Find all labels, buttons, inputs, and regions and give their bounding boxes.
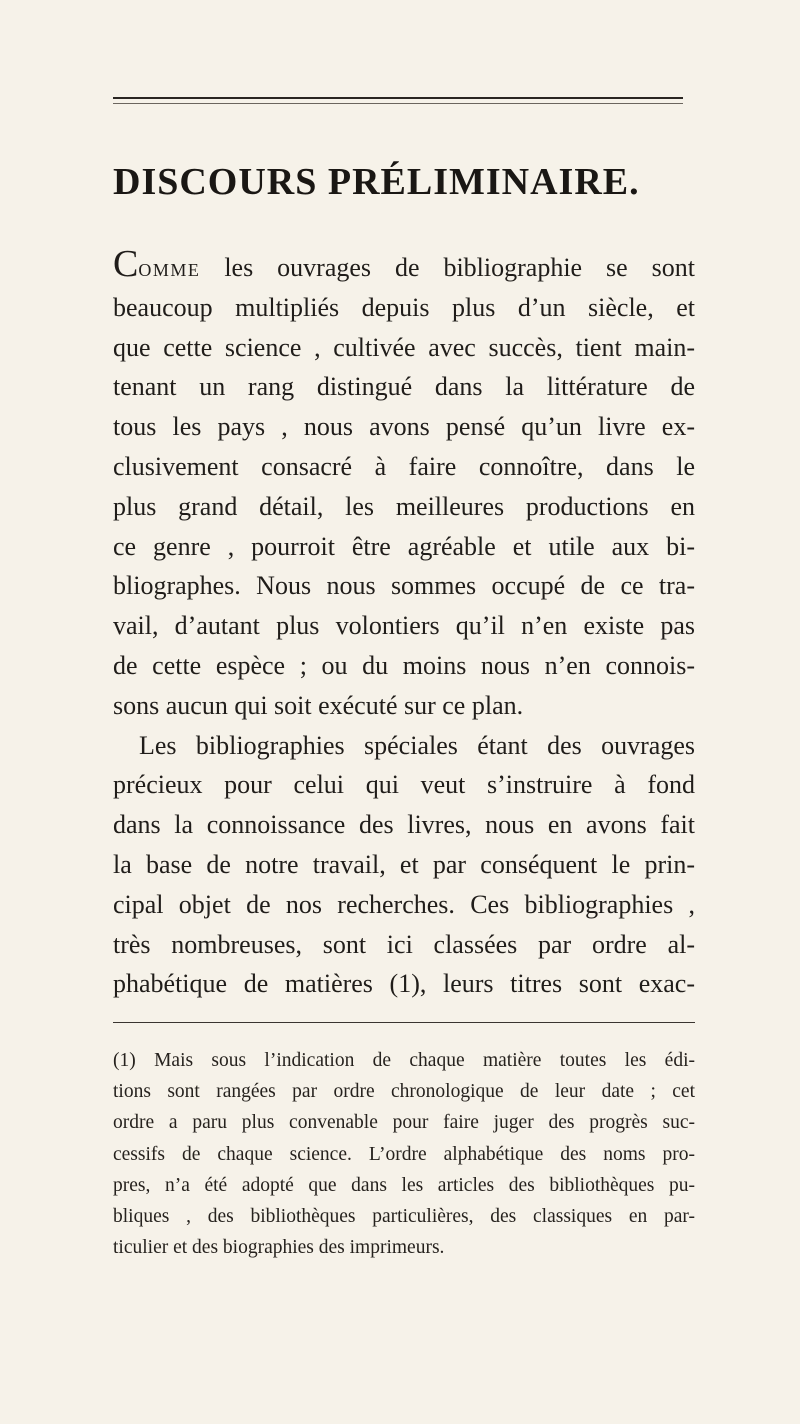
- smallcaps-word: omme: [138, 253, 201, 282]
- paragraph-line: très nombreuses, sont ici classées par ordre al-: [113, 929, 695, 959]
- footnote-line: tions sont rangées par ordre chronologique de leur date ; cet: [113, 1081, 695, 1103]
- footnote-line: pres, n’a été adopté que dans les articles des bibliothèques pu-: [113, 1174, 695, 1196]
- body-text: [113, 243, 695, 1004]
- top-rule-thin: [113, 103, 683, 104]
- footnote-line: ordre a paru plus convenable pour faire juger des progrès suc-: [113, 1112, 695, 1134]
- top-rule: [113, 97, 683, 99]
- paragraph-line: dans la connoissance des livres, nous en avons fait: [113, 810, 695, 840]
- paragraph-line: la base de notre travail, et par conséquent le prin-: [113, 849, 695, 879]
- paragraph-line-text: les ouvrages de bibliographie se sont: [200, 253, 695, 282]
- paragraph-line: de cette espèce ; ou du moins nous n’en connois-: [113, 650, 695, 680]
- paragraph-line: phabétique de matières (1), leurs titres sont exac-: [113, 969, 695, 999]
- footnote-line: bliques , des bibliothèques particulières, des classiques en par-: [113, 1205, 695, 1227]
- footnote-line: ticulier et des biographies des imprimeurs.: [113, 1237, 445, 1259]
- paragraph-line: ce genre , pourroit être agréable et utile aux bi-: [113, 531, 695, 561]
- paragraph-1-line-1: [113, 243, 695, 288]
- footnote: [113, 1045, 695, 1263]
- page-title: DISCOURS PRÉLIMINAIRE.: [113, 161, 640, 203]
- drop-cap: C: [113, 243, 139, 285]
- paragraph-line: beaucoup multipliés depuis plus d’un siècle, et: [113, 292, 695, 322]
- footnote-line: cessifs de chaque science. L’ordre alphabétique des noms pro-: [113, 1143, 695, 1165]
- paragraph-line: que cette science , cultivée avec succès, tient main-: [113, 332, 695, 362]
- paragraph-line: tenant un rang distingué dans la littérature de: [113, 372, 695, 402]
- paragraph-line: clusivement consacré à faire connoître, dans le: [113, 451, 695, 481]
- paragraph-line: cipal objet de nos recherches. Ces bibliographies ,: [113, 889, 695, 919]
- paragraph-line: sons aucun qui soit exécuté sur ce plan.: [113, 690, 524, 720]
- paragraph-line: bliographes. Nous nous sommes occupé de ce tra-: [113, 571, 695, 601]
- paragraph-line: vail, d’autant plus volontiers qu’il n’en existe pas: [113, 611, 695, 641]
- paragraph-line: Les bibliographies spéciales étant des ouvrages: [139, 730, 695, 760]
- footnote-line: (1) Mais sous l’indication de chaque matière toutes les édi-: [113, 1050, 695, 1071]
- paragraph-line: tous les pays , nous avons pensé qu’un livre ex-: [113, 412, 695, 442]
- paragraph-line: plus grand détail, les meilleures productions en: [113, 491, 695, 521]
- footnote-rule: [113, 1022, 695, 1023]
- paragraph-line: précieux pour celui qui veut s’instruire à fond: [113, 770, 695, 800]
